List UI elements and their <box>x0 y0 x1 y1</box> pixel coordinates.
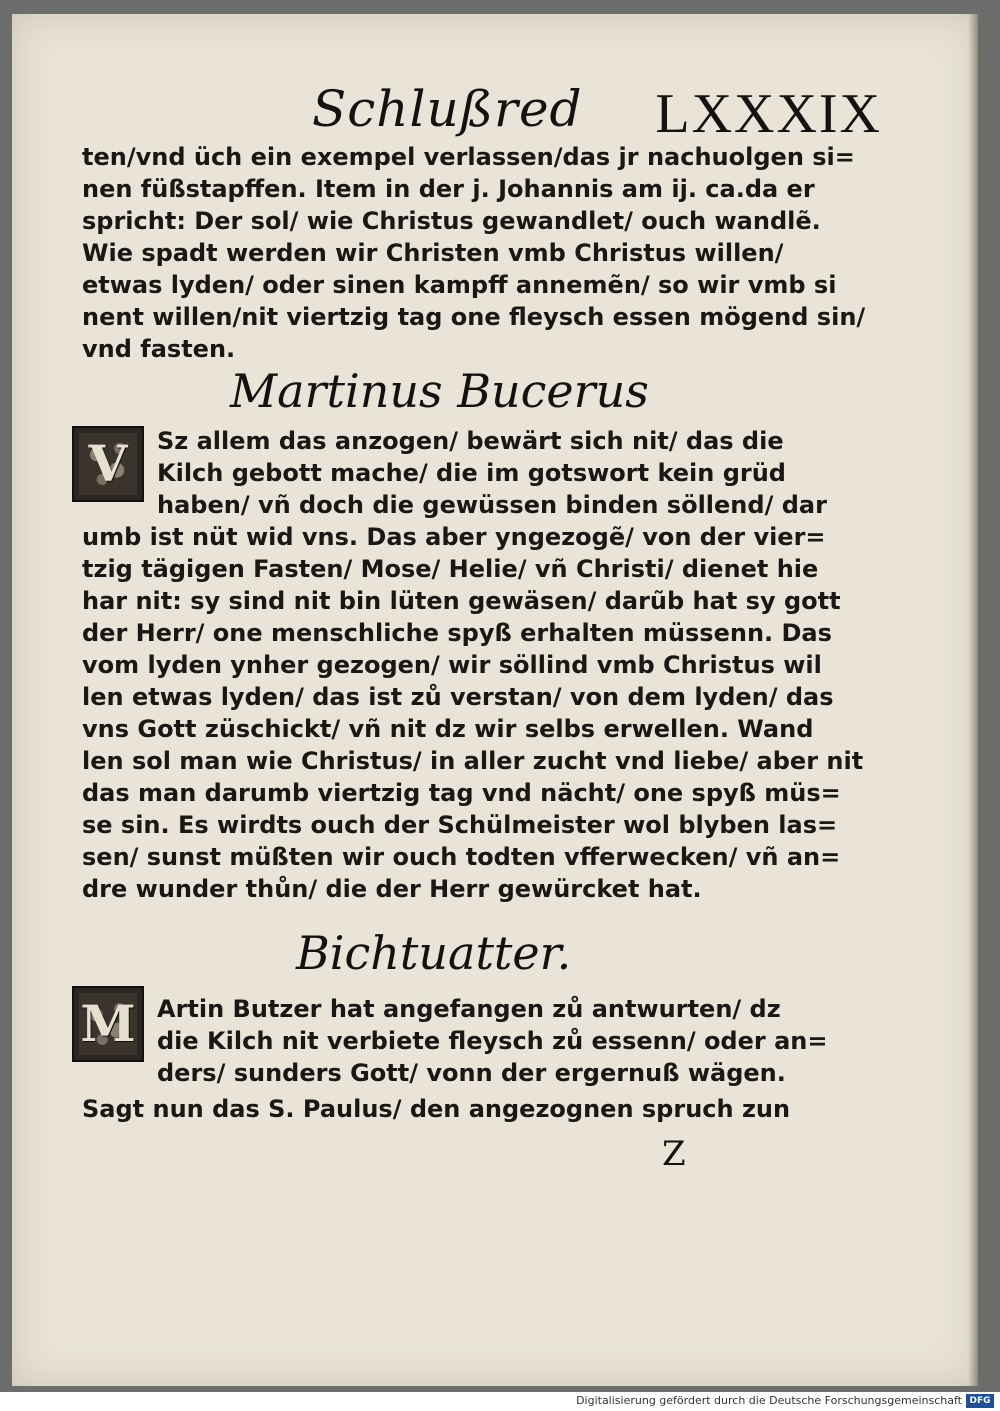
section-heading-bucerus: Martinus Bucerus <box>230 364 649 418</box>
text-line: Kilch gebott mache/ die im gotswort kein grüd <box>157 459 786 487</box>
text-line: vns Gott züschickt/ vñ nit dz wir selbs erwellen. Wand <box>82 715 814 743</box>
running-title: Schlußred <box>312 80 583 138</box>
text-line: nen füßstapffen. Item in der j. Johannis am ij. ca.da er <box>82 175 815 203</box>
text-line: vnd fasten. <box>82 335 236 363</box>
book-page <box>12 14 978 1386</box>
funding-credit: Digitalisierung gefördert durch die Deutsche Forschungsgemeinschaft <box>576 1394 962 1407</box>
text-line: vom lyden ynher gezogen/ wir söllind vmb Christus wil <box>82 651 822 679</box>
text-line: das man darumb viertzig tag vnd nächt/ one spyß müs= <box>82 779 841 807</box>
text-line: nent willen/nit viertzig tag one fleysch essen mögend sin/ <box>82 303 866 331</box>
signature-mark: Z <box>662 1134 686 1174</box>
text-line: Sagt nun das S. Paulus/ den angezognen spruch zun <box>82 1095 791 1123</box>
text-line: Sz allem das anzogen/ bewärt sich nit/ das die <box>157 427 784 455</box>
text-line: die Kilch nit verbiete fleysch zů essenn/ oder an= <box>157 1027 828 1055</box>
text-line: dre wunder thůn/ die der Herr gewürcket hat. <box>82 875 702 903</box>
text-line: har nit: sy sind nit bin lüten gewäsen/ darũb hat sy gott <box>82 587 841 615</box>
decorated-initial <box>72 426 144 502</box>
text-line: len sol man wie Christus/ in aller zucht vnd liebe/ aber nit <box>82 747 864 775</box>
text-line: se sin. Es wirdts ouch der Schülmeister wol blyben las= <box>82 811 838 839</box>
page-header <box>312 80 882 150</box>
text-line: spricht: Der sol/ wie Christus gewandlet/ ouch wandlẽ. <box>82 207 821 235</box>
decorated-initial <box>72 986 144 1062</box>
text-line: sen/ sunst müßten wir ouch todten vfferwecken/ vñ an= <box>82 843 841 871</box>
text-line: Wie spadt werden wir Christen vmb Christus willen/ <box>82 239 784 267</box>
text-line: haben/ vñ doch die gewüssen binden söllend/ dar <box>157 491 827 519</box>
text-line: umb ist nüt wid vns. Das aber yngezogẽ/ von der vier= <box>82 523 826 551</box>
initial-letter: V <box>88 434 128 493</box>
initial-ornament <box>79 433 137 495</box>
initial-letter: M <box>80 994 136 1053</box>
section-heading-bichtuatter: Bichtuatter. <box>296 926 572 980</box>
footer-bar <box>0 1392 1000 1411</box>
initial-ornament <box>79 993 137 1055</box>
text-line: len etwas lyden/ das ist zů verstan/ von dem lyden/ das <box>82 683 834 711</box>
text-line: ten/vnd üch ein exempel verlassen/das jr nachuolgen si= <box>82 143 855 171</box>
text-line: der Herr/ one menschliche spyß erhalten müssenn. Das <box>82 619 832 647</box>
text-line: ders/ sunders Gott/ vonn der ergernuß wägen. <box>157 1059 786 1087</box>
text-line: etwas lyden/ oder sinen kampff annemẽn/ so wir vmb si <box>82 271 837 299</box>
folio-number: LXXXIX <box>655 83 882 145</box>
text-line: tzig tägigen Fasten/ Mose/ Helie/ vñ Christi/ dienet hie <box>82 555 819 583</box>
text-line: Artin Butzer hat angefangen zů antwurten/ dz <box>157 995 781 1023</box>
dfg-logo: DFG <box>966 1394 994 1408</box>
